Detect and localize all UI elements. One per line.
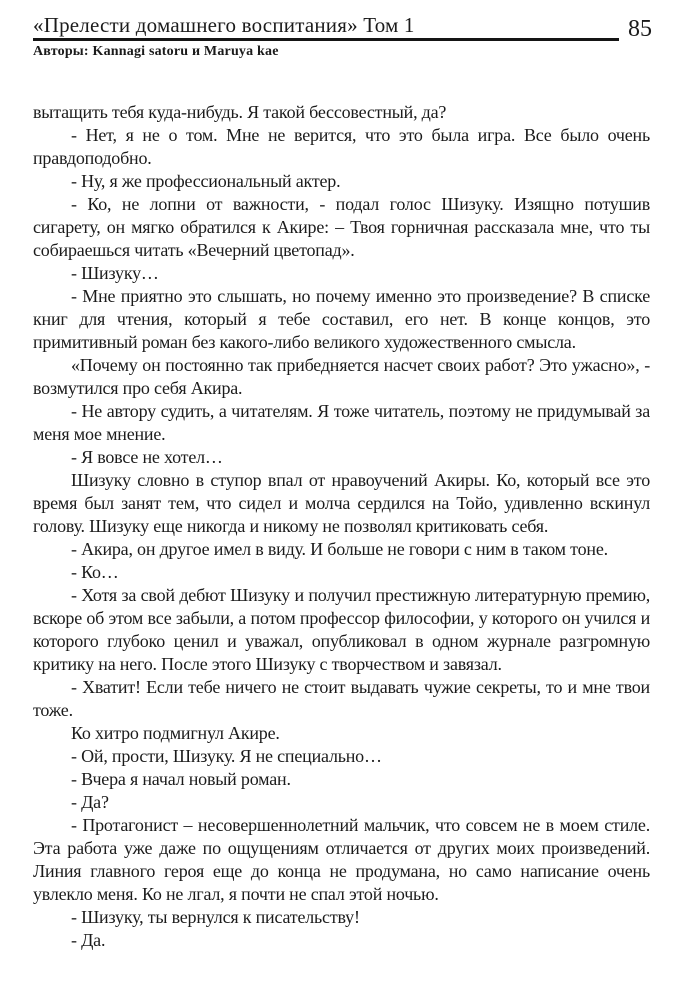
paragraph: Ко хитро подмигнул Акире. xyxy=(71,723,280,743)
paragraph: - Шизуку… xyxy=(71,263,159,283)
paragraph: - Хотя за свой дебют Шизуку и получил престижную литературную премию, вскоре об этом все забыли, а потом профессор философии, у которого он учился и которого глубоко ценил и уважал, опубликовал в одном журнале разгромную критику на него. После этого Шизуку с творчеством и завязал. xyxy=(33,585,650,674)
paragraph: - Шизуку, ты вернулся к писательству! xyxy=(71,907,360,927)
book-title: «Прелести домашнего воспитания» Том 1 xyxy=(33,13,415,37)
authors-line: Авторы: Kannagi satoru и Maruya kae xyxy=(33,44,279,59)
paragraph: - Ой, прости, Шизуку. Я не специально… xyxy=(71,746,382,766)
paragraph: - Я вовсе не хотел… xyxy=(71,447,223,467)
paragraph: вытащить тебя куда-нибудь. Я такой бессовестный, да? xyxy=(33,102,447,122)
paragraph: - Акира, он другое имел в виду. И больше не говори с ним в таком тоне. xyxy=(71,539,608,559)
paragraph: - Мне приятно это слышать, но почему именно это произведение? В списке книг для чтения, который я тебе составил, его нет. В конце концов, это примитивный роман без какого-либо великого художественного смысла. xyxy=(33,286,650,352)
title-rule xyxy=(33,14,619,41)
paragraph: - Ко… xyxy=(71,562,119,582)
body-text xyxy=(33,101,650,952)
paragraph: - Не автору судить, а читателям. Я тоже читатель, поэтому не придумывай за меня мое мнение. xyxy=(33,401,650,444)
paragraph: - Нет, я не о том. Мне не верится, что это была игра. Все было очень правдоподобно. xyxy=(33,125,650,168)
paragraph: Шизуку словно в ступор впал от нравоучений Акиры. Ко, который все это время был занят тем, что сидел и молча сердился на Тойо, удивленно вскинул голову. Шизуку еще никогда и никому не позволял критиковать себя. xyxy=(33,470,650,536)
paragraph: - Ко, не лопни от важности, - подал голос Шизуку. Изящно потушив сигарету, он мягко обратился к Акире: – Твоя горничная рассказала мне, что ты собираешься читать «Вечерний цветопад». xyxy=(33,194,650,260)
paragraph: «Почему он постоянно так прибедняется насчет своих работ? Это ужасно», - возмутился про себя Акира. xyxy=(33,355,650,398)
paragraph: - Ну, я же профессиональный актер. xyxy=(71,171,341,191)
page-number: 85 xyxy=(628,16,652,42)
paragraph: - Протагонист – несовершеннолетний мальчик, что совсем не в моем стиле. Эта работа уже даже по ощущениям отличается от других моих произведений. Линия главного героя еще до конца не продумана, но само написание очень увлекло меня. Ко не лгал, я почти не спал этой ночью. xyxy=(33,815,650,904)
paragraph: - Да? xyxy=(71,792,109,812)
paragraph: - Вчера я начал новый роман. xyxy=(71,769,291,789)
page-header xyxy=(33,14,652,60)
paragraph: - Да. xyxy=(71,930,106,950)
paragraph: - Хватит! Если тебе ничего не стоит выдавать чужие секреты, то и мне твои тоже. xyxy=(33,677,650,720)
